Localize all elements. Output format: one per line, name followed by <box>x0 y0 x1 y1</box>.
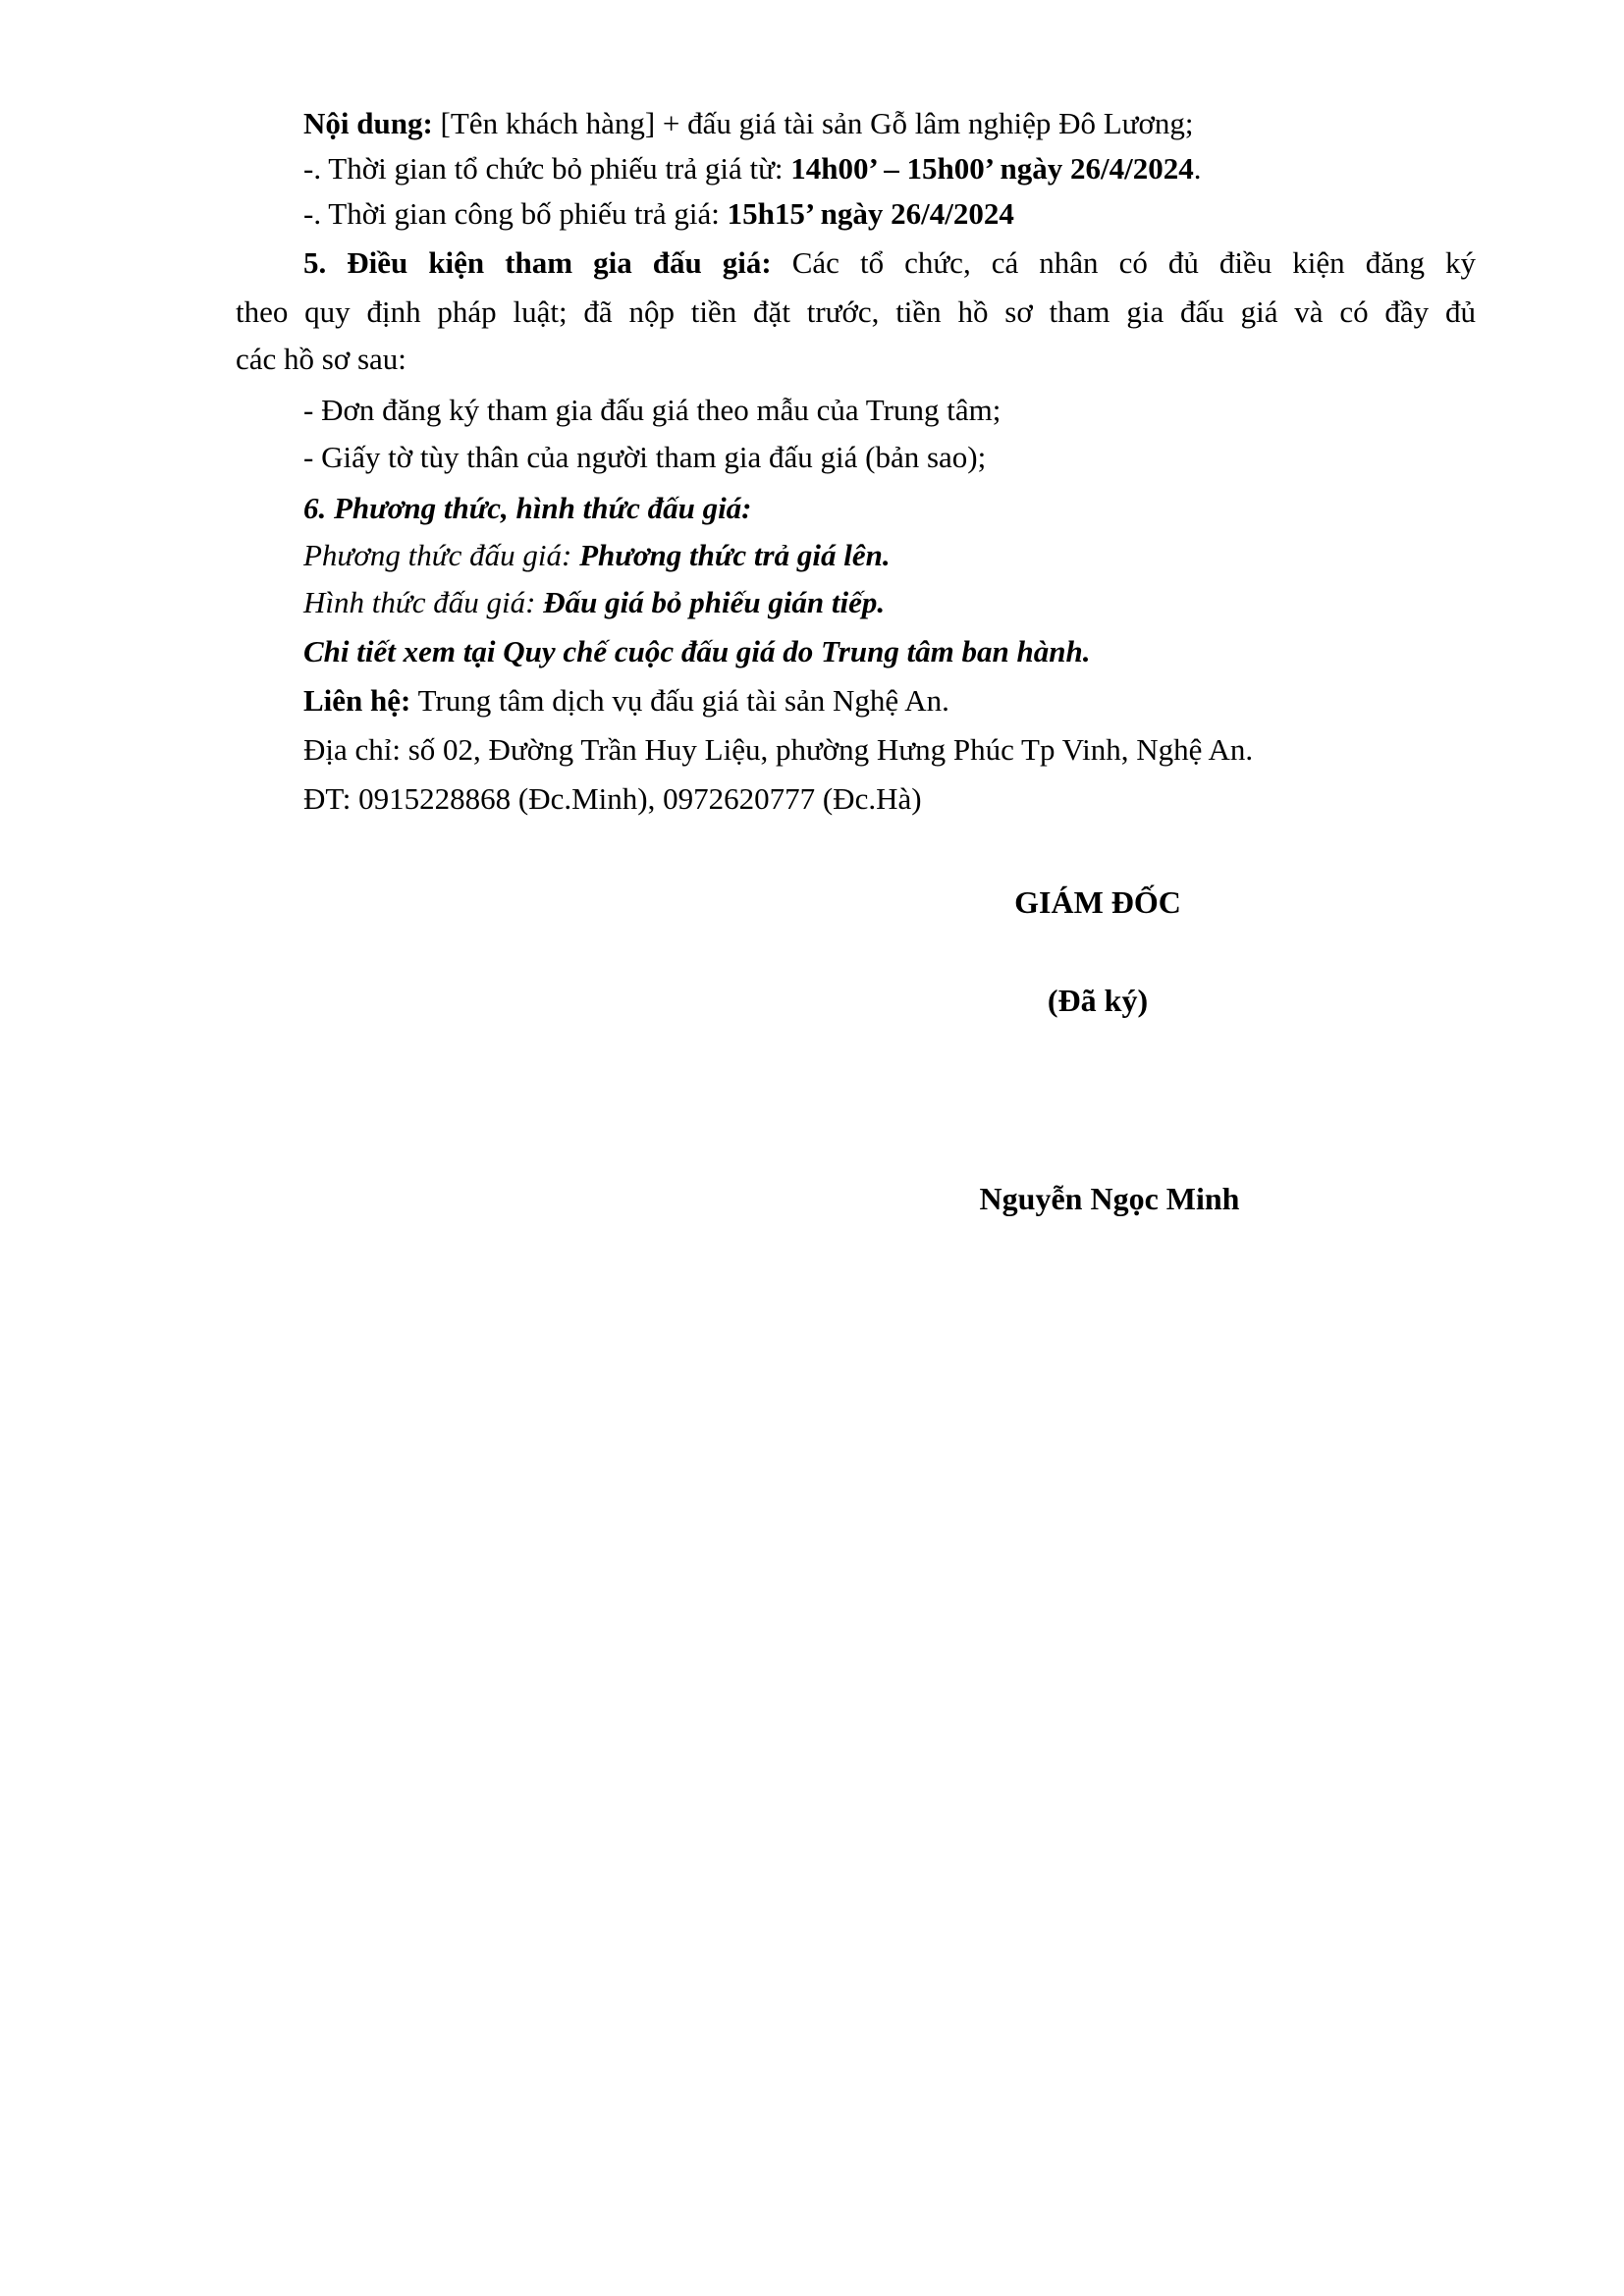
section5-heading: 5. Điều kiện tham gia đấu giá: <box>303 245 772 280</box>
time-announce-prefix: -. Thời gian công bố phiếu trả giá: <box>303 196 728 231</box>
auction-form-line <box>303 585 885 620</box>
auction-method-label: Phương thức đấu giá: <box>303 538 580 572</box>
auction-method-line <box>303 538 891 573</box>
time-announce-value: 15h15’ ngày 26/4/2024 <box>727 196 1014 231</box>
details-line: Chi tiết xem tại Quy chế cuộc đấu giá do Trung tâm ban hành. <box>303 634 1091 668</box>
phone-line: ĐT: 0915228868 (Đc.Minh), 0972620777 (Đc.Hà) <box>303 781 922 816</box>
auction-method-value: Phương thức trả giá lên. <box>579 538 891 572</box>
contact-line <box>303 683 949 719</box>
time-organize-suffix: . <box>1193 151 1202 186</box>
time-organize-line <box>303 151 1201 187</box>
time-announce-line <box>303 196 1014 232</box>
section5-line3: các hồ sơ sau: <box>236 342 406 376</box>
signature-name: Nguyễn Ngọc Minh <box>979 1181 1240 1216</box>
time-organize-value: 14h00’ – 15h00’ ngày 26/4/2024 <box>790 151 1194 186</box>
auction-form-label: Hình thức đấu giá: <box>303 585 544 619</box>
contact-text: Trung tâm dịch vụ đấu giá tài sản Nghệ An. <box>410 683 949 718</box>
section5-line2: theo quy định pháp luật; đã nộp tiền đặt trước, tiền hồ sơ tham gia đấu giá và có đầy đủ <box>236 294 1476 329</box>
content-label: Nội dung: <box>303 106 433 140</box>
requirement-item-2: - Giấy tờ tùy thân của người tham gia đấu giá (bản sao); <box>303 440 987 474</box>
content-text: [Tên khách hàng] + đấu giá tài sản Gỗ lâm nghiệp Đô Lương; <box>432 106 1194 140</box>
auction-form-value: Đấu giá bỏ phiếu gián tiếp. <box>543 585 886 619</box>
section5-line1 <box>303 245 1476 281</box>
section5-line1-text: Các tổ chức, cá nhân có đủ điều kiện đăng ký <box>771 245 1476 280</box>
requirement-item-1: - Đơn đăng ký tham gia đấu giá theo mẫu của Trung tâm; <box>303 393 1001 427</box>
address-line: Địa chỉ: số 02, Đường Trần Huy Liệu, phường Hưng Phúc Tp Vinh, Nghệ An. <box>303 732 1254 767</box>
contact-label: Liên hệ: <box>303 683 411 718</box>
signature-signed-note: (Đã ký) <box>1047 983 1149 1018</box>
content-line <box>303 106 1193 141</box>
signature-title: GIÁM ĐỐC <box>1014 884 1181 920</box>
section6-heading: 6. Phương thức, hình thức đấu giá: <box>303 491 752 525</box>
time-organize-prefix: -. Thời gian tổ chức bỏ phiếu trả giá từ: <box>303 151 791 186</box>
